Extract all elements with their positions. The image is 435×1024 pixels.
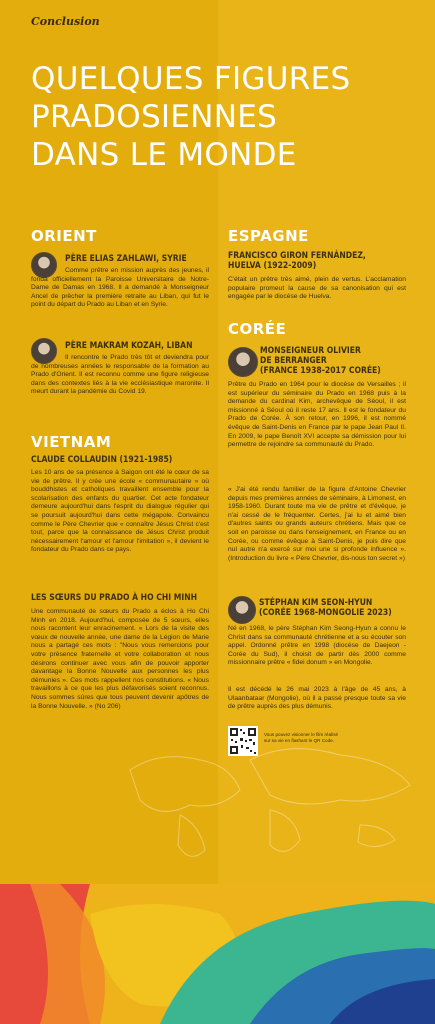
vietnam-heading: VIETNAM <box>31 433 112 451</box>
orient-heading: ORIENT <box>31 227 97 245</box>
person-bio: Né en 1968, le père Stéphan Kim Seong-Hyun a connu le Christ dans sa communauté chrétienne et a su écouter son appel. Ordonné prêtre en 1998 (diocèse de Daejeon - Corée du Sud), il choisit de partir dès 2000 comme missionnaire prêtre « fidei donum » en Mongolie. <box>228 625 406 667</box>
person-bio-death: Il est décédé le 26 mai 2023 à l'âge de 45 ans, à Ulaanbataar (Mongolie), où il a passé presque toute sa vie de prêtre auprès des plus démunis. <box>228 686 406 711</box>
decorative-footer-shapes <box>0 884 435 1024</box>
person-name-line-1: STÉPHAN KIM SEON-HYUN <box>259 598 373 608</box>
community-text: Une communauté de sœurs du Prado a éclos à Ho Chi Minh en 2018. Aujourd'hui, composée de 5 sœurs, elles nous racontent leur enracinement. « Lors de la visite des vœux de nouvelle année, une dame de la Légion de Marie nous a partagé ces mots : "Nous vous remercions pour votre présence fraternelle et votre collaboration et nous désirons continuer avec vous afin de pouvoir apporter davantage la Bonne Nouvelle aux personnes les plus démunies ». Ces mots rappellent nos constitutions. « Nous travaillons à ce que les plus défavorisés soient reconnus. Nous sommes sûres que tous peuvent devenir apôtres de la Bonne Nouvelle. » (No 206) <box>31 608 209 710</box>
person-name-line-2: (CORÉE 1968-MONGOLIE 2023) <box>259 608 392 618</box>
portrait-stephan-kim <box>228 596 256 624</box>
person-name <box>259 598 392 618</box>
title-line-3: DANS LE MONDE <box>31 137 297 173</box>
person-bio: Il rencontre le Prado très tôt et deviendra pour de nombreuses années le responsable de la formation au Prado d'Orient. Il est reconnu comme une figure religieuse dans des contextes liés à la vie ecclésiastique maronite. Il meurt durant la pandémie du Covid 19. <box>31 354 209 396</box>
person-bio: Les 10 ans de sa présence à Saigon ont été le cœur de sa vie de prêtre. Il y crée une école « communautaire » où bouddhistes et catholiques travaillent ensemble pour la scolarisation des enfants du quartier. Cet acte fondateur demeure aujourd'hui dans l'esprit du dialogue régulier qui se poursuit aujourd'hui dans cette mégapole. Convaincu comme le Père Chevrier que « connaître Jésus Christ c'est tout, parce que la connaissance de Jésus Christ produit nécessairement l'amour et l'amour l'imitation », il devient le fondateur du Prado dans ce pays. <box>31 469 209 554</box>
person-name: CLAUDE COLLAUDIN (1921-1985) <box>31 455 173 465</box>
person-quote: « J'ai été rendu familier de la figure d'Antoine Chevrier depuis mes premières années de séminaire, à Limonest, en 1958-1960. Durant toute ma vie de prêtre et d'évêque, je n'ai cessé de le fréquenter. Certes, j'ai lu et aimé bien d'autres saints ou grands auteurs chrétiens. Mais que ce soit en paroisse ou dans l'enseignement, en France ou en Corée, ou comme évêque à Saint-Denis, je puis dire que nul autre n'a exercé sur moi une si profonde influence ». (Introduction du livre « Père Chevrier, dis-nous ton secret ») <box>228 486 406 562</box>
page-title <box>31 60 411 174</box>
person-name-line-3: (FRANCE 1938-2017 CORÉE) <box>260 366 381 376</box>
qr-code[interactable] <box>228 726 258 756</box>
title-line-1: QUELQUES FIGURES <box>31 61 351 97</box>
person-name: PÈRE MAKRAM KOZAH, LIBAN <box>65 341 193 351</box>
person-bio: Prêtre du Prado en 1964 pour le diocèse de Versailles ; il est supérieur du séminaire du Prado en 1968 puis à la demande du cardinal Kim, archevêque de Séoul, il est missionné à Séoul où il reste 17 ans. Il est le fondateur du Prado de Corée. À son retour, en 1996, il est nommé évêque de Saint-Denis en France par le pape Jean Paul II. En 2009, le pape Benoît XVI accepte sa démission pour lui permettre de rejoindre sa communauté du Prado. <box>228 381 406 449</box>
person-name-line-2: HUELVA (1922-2009) <box>228 261 317 271</box>
portrait-olivier-de-berranger <box>228 347 258 377</box>
person-name <box>260 346 381 376</box>
section-label: Conclusion <box>31 15 100 28</box>
qr-code-note: Vous pouvez visionner le film réalisé sur sa vie en flashant le QR Code. <box>264 732 339 743</box>
person-name: PÈRE ELIAS ZAHLAWI, SYRIE <box>65 254 187 264</box>
person-name <box>228 251 366 271</box>
person-bio: Comme prêtre en mission auprès des jeunes, il fonda officiellement la Paroisse Universitaire de Notre-Dame de Damas en 1968. Il a demandé à Monseigneur Ancel de prêcher la première retraite au Liban, qui fut le point du départ du Prado au Liban et en Syrie. <box>31 267 209 309</box>
person-name-line-1: FRANCISCO GIRON FERNÁNDEZ, <box>228 251 366 261</box>
title-line-2: PRADOSIENNES <box>31 99 278 135</box>
coree-heading: CORÉE <box>228 320 287 338</box>
person-name-line-2: DE BERRANGER <box>260 356 327 366</box>
community-name: LES SŒURS DU PRADO À HO CHI MINH <box>31 593 198 603</box>
world-map-outline <box>120 730 420 870</box>
person-bio: C'était un prêtre très aimé, plein de vertus. L'acclamation populaire promeut la cause de sa canonisation qui est engagée par le diocèse de Huelva. <box>228 276 406 301</box>
person-name-line-1: MONSEIGNEUR OLIVIER <box>260 346 361 356</box>
espagne-heading: ESPAGNE <box>228 227 309 245</box>
